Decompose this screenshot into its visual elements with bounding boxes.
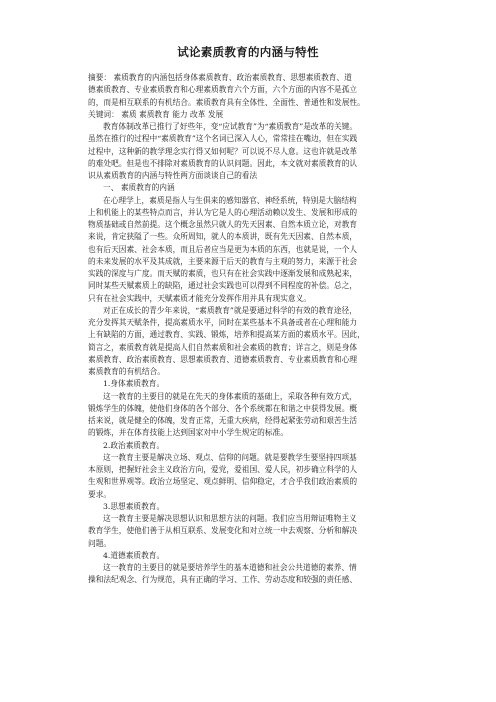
text-line: 只有在社会实践中，天赋素质才能充分发挥作用并具有现实意义。 — [88, 293, 311, 303]
text-line: 素质教育的有机结合。 — [88, 367, 165, 376]
text-line: 摘要： 素质教育的内涵包括身体素质教育、政治素质教育、思想素质教育、道 — [88, 73, 352, 82]
text-line: 简言之，素质教育就是提高人们自然素质和社会素质的教育；详言之，则是身体 — [88, 342, 358, 352]
text-line: 上有缺陷的方面，通过教育、实践、锻炼，培养和提高某方面的素质水平。因此， — [88, 330, 365, 340]
text-line: 3.思想素质教育。 — [103, 501, 165, 511]
text-line: 这一教育的主要目的就是要培养学生的基本道德和社会公共道德的素养、情 — [103, 563, 357, 572]
text-line: 括来说，就是健全的体魄，发育正常，无重大疾病，经得起紧张劳动和艰苦生活 — [88, 416, 358, 425]
document-title: 试论素质教育的内涵与特性 — [177, 45, 319, 59]
text-line: 的难处吧。但是也不排除对素质教育的认识问题。因此，本文就对素质教育的认 — [88, 158, 358, 168]
text-line: 同时某些天赋素质上的缺陷，通过社会实践也可以得到不同程度的补偿。总之， — [88, 281, 358, 291]
text-line: 充分发挥其天赋条件，提高素质水平，同时在某些基本不具备或者在心理和能力 — [88, 318, 358, 327]
text-line: 来说，肯定狭隘了一些。众所周知，就人的本质讲，既有先天因素、自然本质， — [88, 232, 358, 242]
text-line: 的未来发展的水平及其成就，主要来源于后天的教育与主观的努力，来源于社会 — [88, 256, 358, 266]
text-line: 德素质教育、专业素质教育和心理素质教育六个方面，六个方面的内容不是孤立 — [88, 85, 358, 95]
text-line: 虽然在推行的过程中“素质教育”这个名词已深入人心，常常挂在嘴边，但在实践 — [88, 134, 358, 144]
text-line: 教育体制改革已推行了好些年，变“应试教育”为“素质教育”是改革的关键。 — [103, 122, 358, 131]
text-line: 要求。 — [88, 489, 112, 499]
text-line: 识从素质教育的内涵与特性两方面谈谈自己的看法 — [88, 171, 258, 180]
text-line: 的锻炼，并在体育技能上达到国家对中小学生规定的标准。 — [88, 428, 288, 438]
text-line: 生观和世界观等。政治立场坚定、观点鲜明、信仰稳定，才合乎我们政治素质的 — [88, 477, 358, 487]
text-line: 关键词： 素质 素质教育 能力 改革 发展 — [88, 109, 224, 119]
text-line: 在心理学上，素质是指人与生俱来的感知器官、神经系统，特别是大脑结构 — [103, 195, 357, 205]
text-line: 素质教育、政治素质教育、思想素质教育、道德素质教育、专业素质教育和心理 — [88, 354, 358, 364]
text-line: 操和法纪观念、行为规范，具有正确的学习、工作、劳动态度和较强的责任感、 — [88, 575, 358, 585]
document-body — [88, 72, 410, 587]
text-line: 一、 素质教育的内涵 — [103, 183, 175, 193]
text-line: 实践的深度与广度。而天赋的素质，也只有在社会实践中逐渐发展和成熟起来， — [88, 269, 358, 278]
text-line: 这一教育的主要目的就是在先天的身体素质的基础上，采取各种有效方式， — [103, 391, 357, 401]
text-line: 的，而是相互联系的有机结合。素质教育具有全体性、全面性、普通性和发展性。 — [88, 97, 365, 107]
text-line: 教育学生，使他们善于从相互联系、发展变化和对立统一中去观察、分析和解决 — [88, 526, 358, 536]
text-line: 本原则，把握好社会主义政治方向，爱党，爱祖国、爱人民，初步确立科学的人 — [88, 465, 358, 474]
text-line: 2.政治素质教育。 — [103, 440, 165, 450]
text-line: 过程中，这种新的教学理念实行得又如何呢？可以说不尽人意。这也许就是改革 — [88, 146, 358, 156]
text-line: 4.道德素质教育。 — [103, 550, 165, 560]
text-line: 1.身体素质教育。 — [103, 379, 165, 389]
text-line: 问题。 — [88, 538, 112, 548]
text-line: 上和机能上的某些特点而言，并认为它是人的心理活动赖以发生、发展和形成的 — [88, 207, 358, 217]
text-line: 这一教育主要是解决立场、观点、信仰的问题。就是要教学生要坚持四项基 — [103, 452, 357, 462]
text-line: 也有后天因素、社会本质，而且后者应当是更为本质的东西，也就是说，一个人 — [88, 244, 358, 254]
text-line: 物质基础或自然前提。这个概念虽然只就人的先天因素、自然本质立论，对教育 — [88, 220, 358, 229]
text-line: 对正在成长的青少年来说，“素质教育”就是要通过科学的有效的教育途径， — [103, 305, 357, 315]
text-line: 锻炼学生的体魄，使他们身体的各个部分、各个系统都在和谐之中获得发展。概 — [88, 403, 358, 413]
text-line: 这一教育主要是解决思想认识和思想方法的问题。我们应当用辩证唯物主义 — [103, 514, 357, 523]
